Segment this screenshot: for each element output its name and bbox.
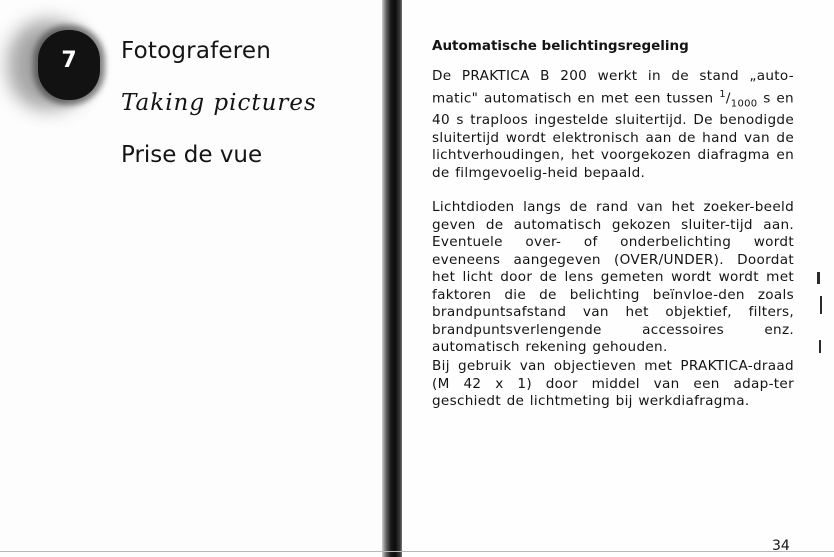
edge-mark — [820, 296, 822, 314]
paragraph-automatic-exposure: De PRAKTICA B 200 werkt in de stand „auto-matic" automatisch en met een tussen $^1/_{1000}$ s en 40 s traploos ingestelde sluitertijd. De benodigde sluitertijd wordt elektronisch aan de hand van de lichtverhoudingen, het voorgekozen diafragma en de filmgevoelig-heid bepaald. — [432, 68, 794, 181]
left-page — [0, 0, 383, 557]
chapter-title-dutch: Fotograferen — [121, 38, 272, 64]
chapter-title-english: Taking pictures — [121, 90, 317, 116]
paragraph-m42-lenses: Bij gebruik van objectieven met PRAKTICA-draad (M 42 x 1) door middel van een adap-ter geschiedt de lichtmeting bij werkdiafragma. — [432, 358, 794, 409]
chapter-title-french: Prise de vue — [121, 142, 263, 168]
section-heading: Automatische belichtingsregeling — [432, 38, 689, 54]
chapter-badge — [38, 30, 100, 100]
edge-mark — [817, 272, 820, 284]
paragraph-text: De PRAKTICA B 200 werkt in de stand „auto-matic" automatisch en met een tussen — [432, 68, 794, 107]
bottom-rule — [0, 551, 834, 552]
paragraph-viewfinder-leds: Lichtdioden langs de rand van het zoeker-beeld geven de automatisch gekozen sluiter-tijd aan. Eventuele over- of onderbelichting wordt eveneens aangegeven (OVER/UNDER). Doordat het licht door de lens gemeten wordt wordt met faktoren die de belichting beïnvloe-den zoals brandpuntsafstand van het objektief, filters, brandpuntsverlengende accessoires enz. automatisch rekening gehouden. — [432, 199, 794, 355]
page-number: 34 — [772, 538, 790, 554]
paragraph-text: s en 40 s traploos ingestelde sluitertijd. De benodigde sluitertijd wordt elektronisch aan de hand van de lichtverhoudingen, het voorgekozen diafragma en de filmgevoelig-heid bepaald. — [432, 90, 794, 181]
fraction-numerator: 1 — [719, 88, 726, 100]
edge-mark — [819, 340, 821, 353]
book-spine — [382, 0, 404, 557]
chapter-number: 7 — [61, 48, 77, 73]
fraction-denominator: 1000 — [730, 97, 758, 109]
